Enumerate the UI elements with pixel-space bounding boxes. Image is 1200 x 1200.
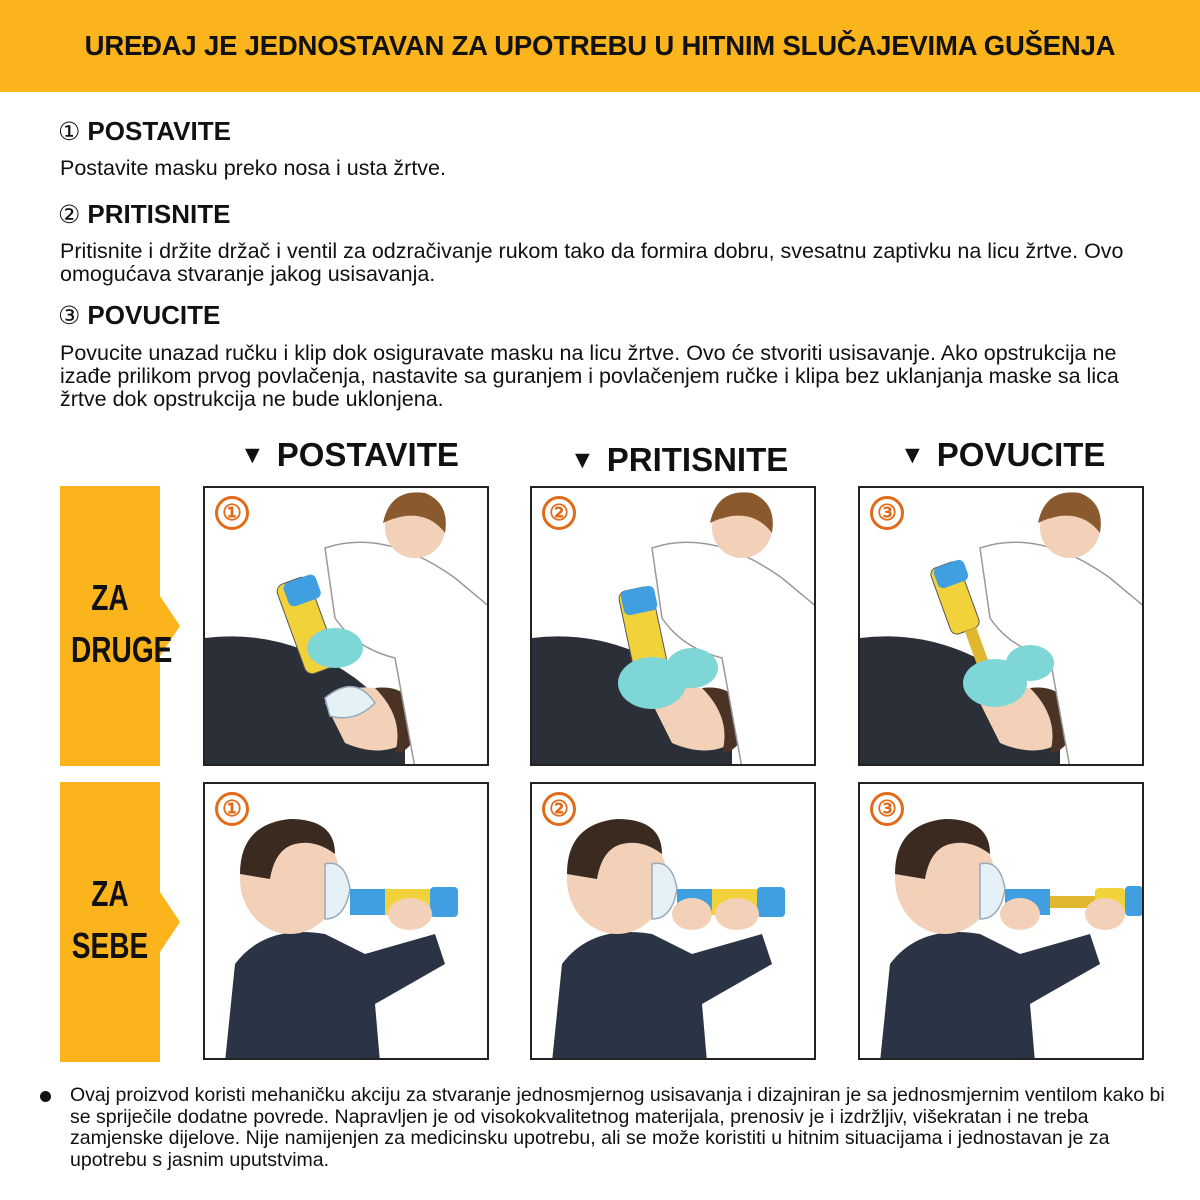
step-2-number: ②	[58, 200, 81, 229]
rescuer-applying-mask-illustration	[205, 488, 489, 766]
step-1-number: ①	[58, 117, 81, 146]
step-badge: ①	[215, 496, 249, 530]
column-header-postavite	[240, 436, 459, 474]
bullet-icon	[40, 1091, 51, 1102]
triangle-down-icon: ▼	[240, 440, 265, 469]
row-label-za-sebe	[60, 782, 160, 1062]
column-label: PRITISNITE	[606, 441, 789, 478]
column-label: POVUCITE	[936, 436, 1106, 473]
step-badge: ①	[215, 792, 249, 826]
row-label-za-druge	[60, 486, 173, 766]
row-label-line1: ZA	[91, 873, 129, 914]
step-3-text: Povucite unazad ručku i klip dok osiguravate masku na licu žrtve. Ovo će stvoriti usisavanje. Ako opstrukcija ne izađe prilikom prvog povlačenja, nastavite sa guranjem i povlačenjem ručke i klipa bez uklanjanja maske sa lica žrtve dok opstrukcija ne bude uklonjena.	[60, 341, 1119, 411]
column-header-povucite	[900, 436, 1105, 474]
illustration-others-step-1	[203, 486, 489, 766]
step-3-number: ③	[58, 301, 81, 330]
page-title: UREĐAJ JE JEDNOSTAVAN ZA UPOTREBU U HITNIM SLUČAJEVIMA GUŠENJA	[84, 30, 1116, 61]
step-2-text: Pritisnite i držite držač i ventil za odzračivanje rukom tako da formira dobru, svesatnu zaptivku na licu žrtve. Ovo omogućava stvaranje jakog usisavanja.	[60, 239, 1124, 286]
illustration-self-step-3	[858, 782, 1144, 1060]
column-header-pritisnite	[570, 441, 788, 479]
step-badge: ③	[870, 496, 904, 530]
step-1-text: Postavite masku preko nosa i usta žrtve.	[60, 156, 446, 180]
column-label: POSTAVITE	[276, 436, 459, 473]
step-badge: ②	[542, 792, 576, 826]
illustration-self-step-1	[203, 782, 489, 1060]
person-self-pull-illustration	[860, 784, 1144, 1060]
step-2-heading	[58, 199, 230, 230]
person-self-mask-illustration	[205, 784, 489, 1060]
product-note-text: Ovaj proizvod koristi mehaničku akciju za stvaranje jednosmjernog usisavanja i dizajniran je sa jednosmjernim ventilom kako bi se spriječile dodatne povrede. Napravljen je od visokokvalitetnog materijala, prenosiv je i izdržljiv, višekratan i ne treba zamjenske dijelove. Nije namijenjen za medicinsku upotrebu, ali se može koristiti u hitnim situacijama i jednostavan je za upotrebu s jasnim uputstvima.	[70, 1084, 1165, 1171]
step-1-heading	[58, 116, 231, 147]
product-note	[40, 1085, 1170, 1171]
rescuer-pulling-handle-illustration	[860, 488, 1144, 766]
triangle-down-icon: ▼	[900, 440, 925, 469]
row-label-line2: DRUGE	[71, 629, 173, 670]
illustration-self-step-2	[530, 782, 816, 1060]
rescuer-pressing-mask-illustration	[532, 488, 816, 766]
step-3-heading	[58, 300, 220, 331]
title-banner	[0, 0, 1200, 92]
person-self-press-illustration	[532, 784, 816, 1060]
illustration-others-step-3	[858, 486, 1144, 766]
step-badge: ③	[870, 792, 904, 826]
triangle-down-icon: ▼	[570, 445, 595, 474]
row-label-line2: SEBE	[71, 925, 149, 966]
step-2-title: PRITISNITE	[87, 199, 231, 229]
row-label-line1: ZA	[91, 577, 129, 618]
step-badge: ②	[542, 496, 576, 530]
step-1-title: POSTAVITE	[87, 116, 231, 146]
illustration-others-step-2	[530, 486, 816, 766]
step-3-title: POVUCITE	[87, 300, 221, 330]
